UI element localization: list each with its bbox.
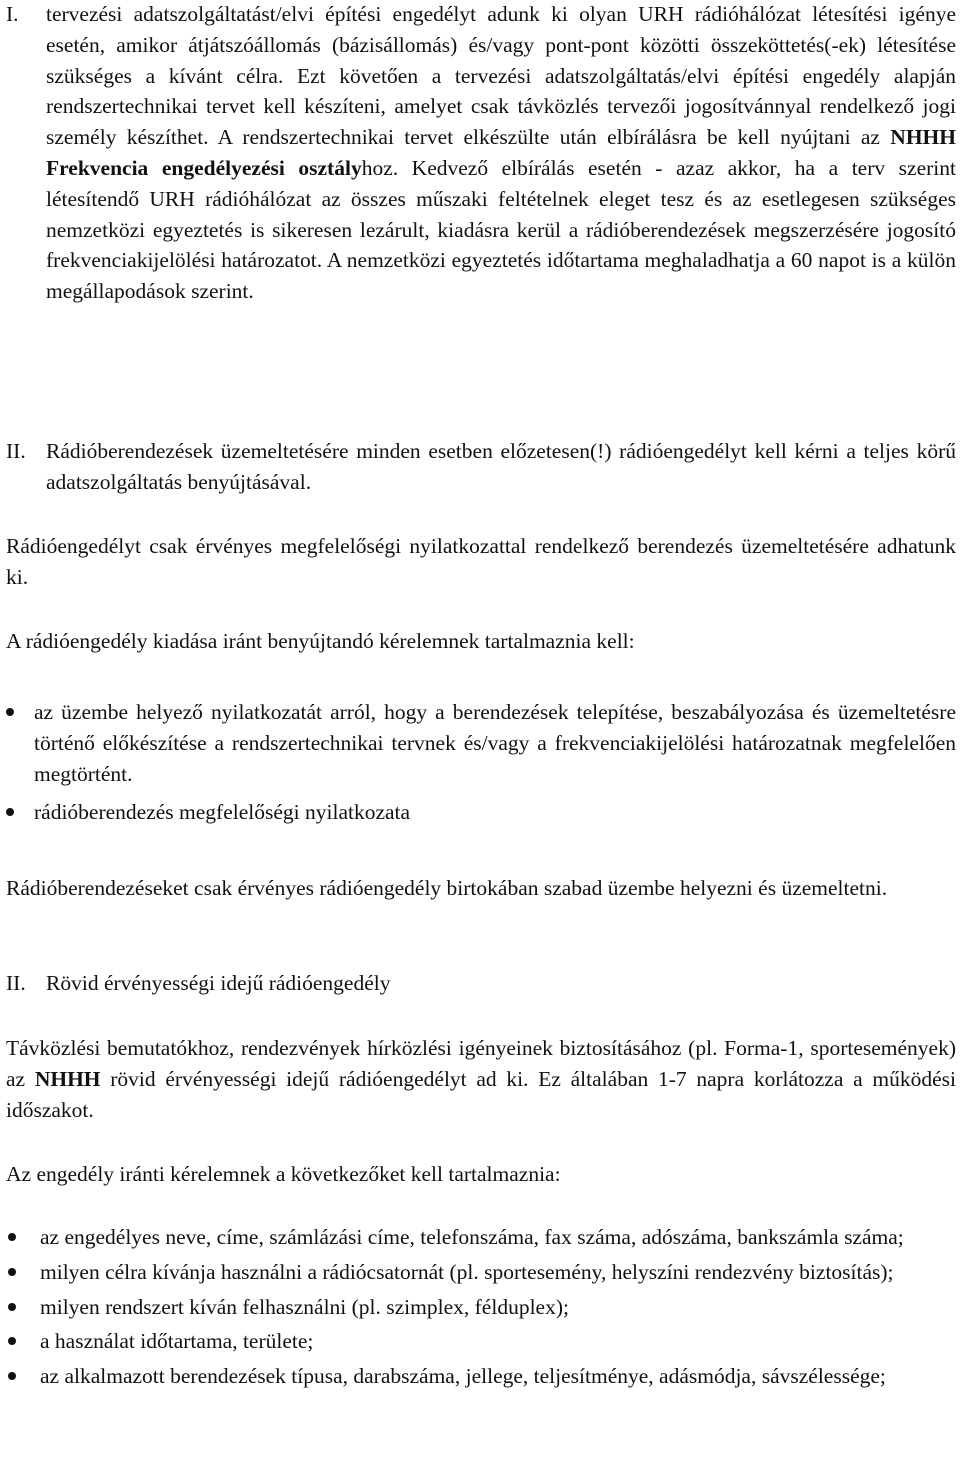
bullet-icon xyxy=(8,1233,16,1241)
paragraph-conformity: Rádióengedélyt csak érvényes megfelelőségi nyilatkozattal rendelkező berendezés üzemeltetésére adhatunk ki. xyxy=(6,534,956,589)
list-item-text: milyen rendszert kíván felhasználni (pl. szimplex, félduplex); xyxy=(40,1294,569,1319)
section-3-number: II. xyxy=(6,971,26,995)
bullet-icon xyxy=(8,1268,16,1276)
list-item xyxy=(6,1326,956,1357)
list-item xyxy=(6,797,956,828)
section-2 xyxy=(6,436,956,498)
section-1-bold-authority: NHHH Frekvencia engedélyezési osztály xyxy=(46,125,956,180)
list-item xyxy=(6,1222,956,1253)
paragraph-request-contents: A rádióengedély kiadása iránt benyújtandó kérelemnek tartalmaznia kell: xyxy=(6,629,635,653)
section-1-number: I. xyxy=(6,2,19,26)
paragraph-short-license xyxy=(6,1033,956,1125)
list-item-text: milyen célra kívánja használni a rádiócsatornát (pl. sportesemény, helyszíni rendezvény biztosítás); xyxy=(40,1259,894,1284)
bullet-icon xyxy=(6,808,14,816)
section-1-text-2: hoz. Kedvező elbírálás esetén - azaz akkor, ha a terv szerint létesítendő URH rádióhálózat az összes műszaki feltételnek eleget tesz és az esetlegesen szükséges nemzetközi egyeztetés is sikeresen lezárult, kiadásra kerül a rádióberendezések megszerzésére jogosító frekvenciakijelölési határozatot. A nemzetközi egyeztetés időtartama meghaladhatja a 60 napot is a külön megállapodások szerint. xyxy=(46,155,956,304)
paragraph-4-bold-authority: NHHH xyxy=(34,1066,101,1091)
section-2-body: Rádióberendezések üzemeltetésére minden esetben előzetesen(!) rádióengedélyt kell kérni a teljes körű adatszolgáltatás benyújtásával. xyxy=(46,439,956,494)
bullet-icon xyxy=(8,1372,16,1380)
bullet-icon xyxy=(8,1337,16,1345)
section-3-title: Rövid érvényességi idejű rádióengedély xyxy=(46,971,391,995)
paragraph-application-contents: Az engedély iránti kérelemnek a következőket kell tartalmaznia: xyxy=(6,1162,561,1186)
section-3 xyxy=(6,968,956,999)
section-1 xyxy=(6,0,956,307)
list-item-text: az alkalmazott berendezések típusa, darabszáma, jellege, teljesítménye, adásmódja, sávszélessége; xyxy=(40,1364,886,1389)
paragraph-4-text-1: Távközlési bemutatókhoz, rendezvények hírközlési igényeinek biztosításához (pl. Forma-1, sportesemények) az xyxy=(6,1036,956,1091)
list-item-text: a használat időtartama, területe; xyxy=(40,1329,314,1354)
list-item-text: az engedélyes neve, címe, számlázási címe, telefonszáma, fax száma, adószáma, bankszámla száma; xyxy=(40,1225,904,1249)
bullet-list-2 xyxy=(6,1222,956,1392)
list-item xyxy=(6,1292,956,1323)
section-1-text-1: tervezési adatszolgáltatást/elvi építési engedélyt adunk ki olyan URH rádióhálózat létesítési igénye esetén, amikor átjátszóállomás (bázisállomás) és/vagy pont-pont közötti összeköttetés(-ek) létesítése szükséges a kívánt célra. Ezt követően a tervezési adatszolgáltatás/elvi építési engedély alapján rendszertechnikai tervet kell készíteni, amelyet csak távközlés tervezői jogosítvánnyal rendelkező jogi személy készíthet. A rendszertechnikai tervet elkészülte után elbírálásra be kell nyújtani az xyxy=(46,2,956,150)
list-item xyxy=(6,1257,956,1288)
paragraph-operation: Rádióberendezéseket csak érvényes rádióengedély birtokában szabad üzembe helyezni és üzemeltetni. xyxy=(6,876,888,900)
bullet-list-1 xyxy=(6,697,956,828)
list-item xyxy=(6,697,956,789)
section-2-number: II. xyxy=(6,439,26,463)
bullet-icon xyxy=(6,708,14,716)
list-item xyxy=(6,1361,956,1392)
section-1-body xyxy=(46,0,956,307)
paragraph-4-text-2: rövid érvényességi idejű rádióengedélyt ad ki. Ez általában 1-7 napra korlátozza a működési időszakot. xyxy=(6,1066,956,1122)
bullet-icon xyxy=(8,1303,16,1311)
list-item-text: az üzembe helyező nyilatkozatát arról, hogy a berendezések telepítése, beszabályozása és üzemeltetésre történő előkészítése a rendszertechnikai tervnek és/vagy a frekvenciakijelölési határozatnak megfelelően megtörtént. xyxy=(34,700,956,786)
list-item-text: rádióberendezés megfelelőségi nyilatkozata xyxy=(34,800,411,825)
